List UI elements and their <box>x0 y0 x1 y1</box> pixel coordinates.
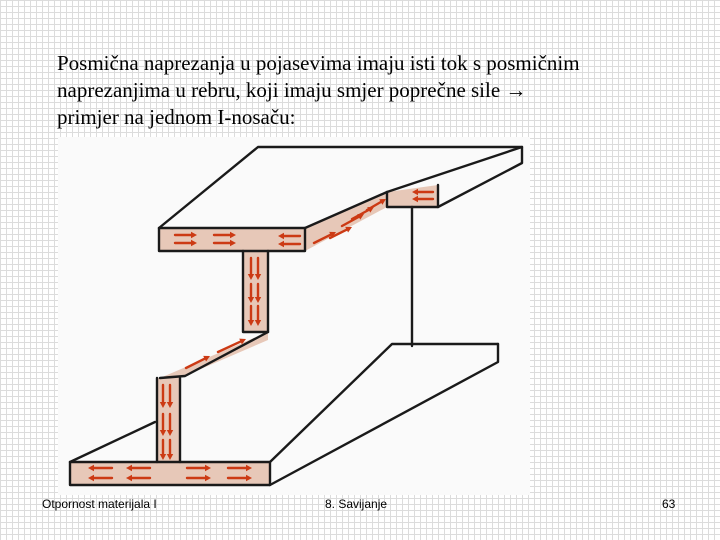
i-beam-figure <box>58 137 530 495</box>
shear-flow-strips <box>70 185 438 485</box>
arrow-strip <box>160 332 268 378</box>
arrow-strip <box>243 251 268 332</box>
beam-outline <box>70 147 522 485</box>
footer-chapter: 8. Savijanje <box>325 497 388 511</box>
footer-course: Otpornost materijala I <box>42 497 157 511</box>
text-line-3: primjer na jednom I-nosaču: <box>57 105 296 129</box>
arrow-strip <box>70 462 270 485</box>
bottom-flange-top-right <box>270 344 498 462</box>
text-line-2: naprezanjima u rebru, koji imaju smjer poprečne sile → <box>57 78 527 102</box>
bottom-flange-top-left <box>70 422 155 462</box>
arrow-strip <box>157 378 180 462</box>
text-line-1: Posmična naprezanja u pojasevima imaju isti tok s posmičnim <box>57 51 580 75</box>
slide-text <box>57 50 697 131</box>
arrow-strip <box>159 228 305 251</box>
bottom-flange-right-edge <box>270 344 498 485</box>
footer-page-number: 63 <box>662 497 676 511</box>
i-beam-drawing <box>58 137 530 495</box>
